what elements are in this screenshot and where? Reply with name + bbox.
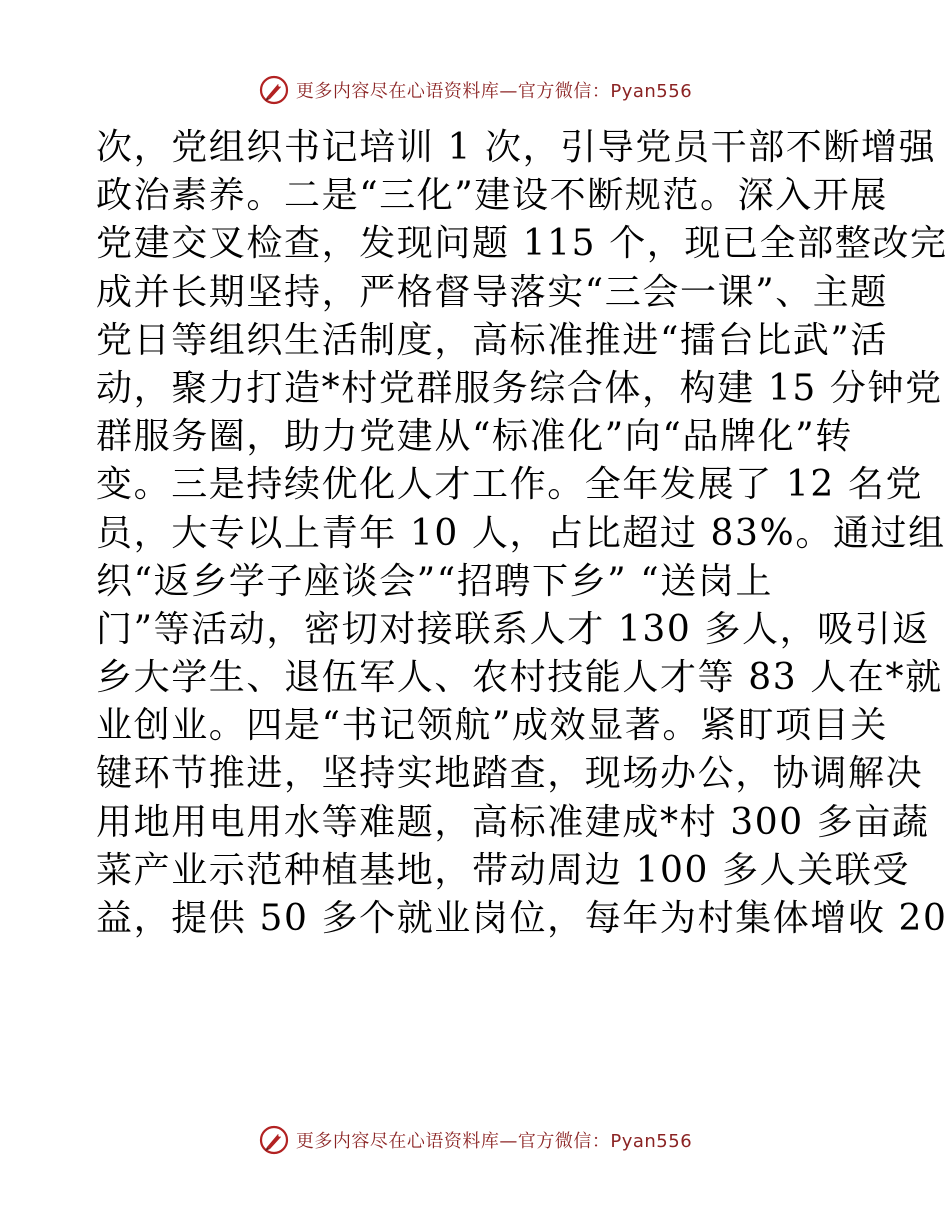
- body-text-line: 政治素养。二是“三化”建设不断规范。深入开展: [96, 175, 889, 217]
- body-text-line: 键环节推进，坚持实地踏查，现场办公，协调解决: [96, 753, 924, 795]
- body-text-line: 成并长期坚持，严格督导落实“三会一课”、主题: [96, 271, 889, 313]
- body-text-line: 织“返乡学子座谈会”“招聘下乡” “送岗上: [96, 560, 774, 602]
- body-text-line: 群服务圈，助力党建从“标准化”向“品牌化”转: [96, 416, 853, 458]
- footer-banner: [0, 1120, 950, 1160]
- body-text-line: 次，党组织书记培训 1 次，引导党员干部不断增强: [96, 127, 937, 168]
- body-text-line: 用地用电用水等难题，高标准建成*村 300 多亩蔬: [96, 801, 930, 843]
- body-text-line: 门”等活动，密切对接联系人才 130 多人，吸引返: [96, 608, 931, 650]
- pen-logo-icon: [258, 1124, 290, 1156]
- body-text-line: 菜产业示范种植基地，带动周边 100 多人关联受: [96, 849, 910, 891]
- body-text-line: 员，大专以上青年 10 人，占比超过 83%。通过组: [96, 512, 946, 554]
- body-text-line: 变。三是持续优化人才工作。全年发展了 12 名党: [96, 464, 924, 506]
- body-text-line: 业创业。四是“书记领航”成效显著。紧盯项目关: [96, 705, 889, 747]
- body-text-line: 乡大学生、退伍军人、农村技能人才等 83 人在*就: [96, 657, 943, 699]
- header-banner-text: 更多内容尽在心语资料库—官方微信：Pyan556: [295, 81, 693, 102]
- pen-logo-icon: [258, 74, 290, 106]
- footer-banner-text: 更多内容尽在心语资料库—官方微信：Pyan556: [295, 1131, 693, 1152]
- body-text-line: 党建交叉检查，发现问题 115 个，现已全部整改完: [96, 223, 948, 265]
- body-text-line: 动，聚力打造*村党群服务综合体，构建 15 分钟党: [96, 367, 943, 409]
- body-text-line: 益，提供 50 多个就业岗位，每年为村集体增收 20: [96, 898, 948, 939]
- body-text-line: 党日等组织生活制度，高标准推进“擂台比武”活: [96, 319, 889, 361]
- document-body: [96, 124, 948, 943]
- header-banner: [0, 70, 950, 110]
